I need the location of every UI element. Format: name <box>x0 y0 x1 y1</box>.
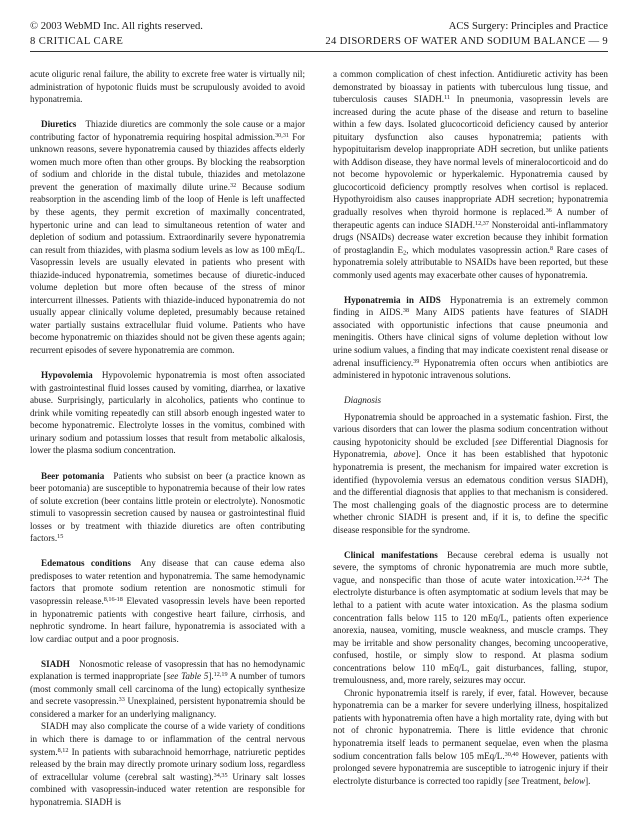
run-in-heading: Hyponatremia in AIDS <box>344 294 441 305</box>
run-in-heading: Hypovolemia <box>41 370 93 381</box>
body-paragraph <box>30 658 305 721</box>
paragraph-text: Thiazide diuretics are commonly the sole cause or a major contributing factor of hyponatremia requiring hospital admission.$^{30,31}$ For unknown reasons, severe hyponatremia caused by thiazides affects elderly women much more often than other groups. By blocking the reabsorption of sodium and chloride in the distal tubule, thiazides and metolazone prevent the generation of maximally dilute urine.$^{32}$ Because sodium reabsorption in the ascending limb of the loop of Henle is left unaffected by these agents, they permit excretion of maximally concentrated, hypertonic urine and can lead to simultaneous retention of water and depletion of sodium and potassium. Extraordinarily severe hyponatremia can result from thiazides, with plasma sodium levels as low as 100 mEq/L. Vasopressin levels are usually elevated in patients who present with thiazide-induced hyponatremia, sometimes because of diuretic-induced volume depletion but more often because of the stress of minor intercurrent illnesses. Patients with thiazide-induced hyponatremia do not usually appear clinically volume depleted, presumably because retained water partially sustains extracellular fluid volume. Patients who have become hyponatremic on thiazides should not be given these agents again; recurrent episodes of severe hyponatremia are common. <box>30 119 305 356</box>
paragraph-text: Nonosmotic release of vasopressin that has no hemodynamic explanation is termed inappropriate [see Table 5].$^{12,19}$ A number of tumors (most commonly small cell carcinoma of the lung) ectopically synthesize and secrete vasopressin.$^{33}$ Unexplained, persistent hyponatremia should be considered a marker for an underlying malignancy. <box>30 658 306 719</box>
body-paragraph <box>30 557 305 645</box>
body-paragraph <box>333 294 608 382</box>
body-paragraph <box>333 411 608 536</box>
paragraph-text: Hypovolemic hyponatremia is most often associated with gastrointestinal fluid losses caused by vomiting, diarrhea, or laxative abuse. Surprisingly, particularly in alcoholics, patients who continue to drink while vomiting repeatedly can still absorb enough ingested water to become hyponatremic. Electrolyte losses in the vomitus, combined with urinary sodium and potassium losses that result from metabolic alkalosis, lower the plasma sodium concentration. <box>30 370 305 456</box>
paragraph-text: SIADH may also complicate the course of a wide variety of conditions in which there is damage to or inflammation of the central nervous system.$^{8,12}$ In patients with subarachnoid hemorrhage, natriuretic peptides released by the brain may directly promote urinary sodium loss, regardless of extracellular volume (cerebral salt wasting).$^{34,35}$ Urinary salt losses combined with vasopressin-induced water retention are responsible for hyponatremia. SIADH is <box>30 721 306 807</box>
paragraph-text: a common complication of chest infection. Antidiuretic activity has been demonstrated by bioassay in patients with tuberculous lung tissue, and tuberculosis causes SIADH.$^{11}$ In pneumonia, vasopressin levels are increased during the acute phase of the disease and return to baseline within a few days. Isolated glucocorticoid deficiency caused by anterior pituitary dysfunction also causes hyponatremia; patients with hypopituitarism develop inappropriate ADH secretion, but unlike patients with Addison disease, they have normal levels of mineralocorticoid and do not become hypovolemic or hyperkalemic. Hyponatremia caused by glucocorticoid deficiency promptly resolves when cortisol is replaced. Hypothyroidism also causes inappropriate ADH secretion; hyponatremia gradually resolves when thyroid hormone is replaced.$^{36}$ A number of therapeutic agents can induce SIADH.$^{12,37}$ Nonsteroidal anti-inflammatory drugs (NSAIDs) decrease water excretion because they inhibit formation of prostaglandin $E_2$, which modulates vasopressin action.$^8$ Rare cases of hyponatremia solely attributable to NSAIDs have been reported, but these commonly used agents may exacerbate other causes of hyponatremia. <box>333 69 609 280</box>
paragraph-text: Hyponatremia should be approached in a systematic fashion. First, the various disorders that can lower the plasma sodium concentration without causing hypotonicity should be excluded [see Differential Diagnosis for Hyponatremia, above]. Once it has been established that hypotonic hyponatremia is present, the mechanism for impaired water excretion is identified (hypovolemia versus an edematous condition versus SIADH), and the differential diagnosis that applies to that mechanism is considered. The most challenging goals of the diagnostic process are to determine whether chronic SIADH is present and, if it is, to define the specific disease responsible for the syndrome. <box>333 411 608 535</box>
copyright-notice: © 2003 WebMD Inc. All rights reserved. <box>30 21 203 32</box>
left-column <box>30 68 305 808</box>
header-rule <box>30 51 608 52</box>
body-paragraph <box>30 470 305 545</box>
section-title: 8 CRITICAL CARE <box>30 36 124 47</box>
chapter-title: 24 DISORDERS OF WATER AND SODIUM BALANCE — 9 <box>325 36 608 47</box>
paragraph-text: Patients who subsist on beer (a practice known as beer potomania) are susceptible to hyponatremia because of their low rates of solute excretion (beer contains little protein or electrolyte). Nonosmotic stimuli to vasopressin secretion caused by nausea or gastrointestinal fluid losses or by treatment with thiazide diuretics are often contributing factors.$^{15}$ <box>30 470 305 544</box>
book-title: ACS Surgery: Principles and Practice <box>448 21 608 32</box>
right-column <box>333 68 608 787</box>
body-paragraph <box>333 68 608 281</box>
run-in-heading: Beer potomania <box>41 470 105 481</box>
paragraph-text: acute oliguric renal failure, the ability to excrete free water is virtually nil; administration of hypotonic fluids must be scrupulously avoided to avoid hyponatremia. <box>30 69 305 105</box>
body-paragraph <box>333 687 608 787</box>
paragraph-text: Any disease that can cause edema also predisposes to water retention and hyponatremia. The same hemodynamic factors that promote sodium retention are nonosmotic stimuli for vasopressin release.$^{8,16-18}$ Elevated vasopressin levels have been reported in hyponatremic patients with congestive heart failure, cirrhosis, and nephrotic syndrome. In heart failure, hyponatremia is associated with a low cardiac output and a poor prognosis. <box>30 558 306 644</box>
body-paragraph <box>30 68 305 106</box>
run-in-heading: SIADH <box>41 658 70 669</box>
paragraph-text: Because cerebral edema is usually not severe, the symptoms of chronic hyponatremia are much more subtle, vague, and nonspecific than those of acute water intoxication.$^{12,24}$ The electrolyte disturbance is often asymptomatic at sodium levels that may be lethal to a patient with acute water intoxication. As the plasma sodium concentration falls below 115 to 120 mEq/L, patients often experience anorexia, nausea, vomiting, muscle weakness, and muscle cramps. They may be irritable and show personality changes, becoming uncooperative, confused, hostile, or simply slow to respond. At plasma sodium concentrations below 110 mEq/L, gait disturbances, falling, stupor, tremulousness, and, more rarely, seizures may occur. <box>333 549 608 686</box>
run-in-heading: Edematous conditions <box>41 558 131 569</box>
body-paragraph <box>30 118 305 356</box>
section-subheading: Diagnosis <box>344 395 382 406</box>
run-in-heading: Diuretics <box>41 119 77 130</box>
body-paragraph <box>333 549 608 687</box>
body-paragraph <box>30 720 305 808</box>
body-paragraph <box>30 369 305 457</box>
run-in-heading: Clinical manifestations <box>344 549 438 560</box>
paragraph-text: Chronic hyponatremia itself is rarely, if ever, fatal. However, because hyponatremia can be a marker for severe underlying illness, hospitalized patients with hyponatremia often have a high mortality rate, dying with but not of chronic hyponatremia. There is little evidence that chronic hyponatremia itself leads to permanent sequelae, even when the plasma sodium concentration falls below 105 mEq/L.$^{30,40}$ However, patients with prolonged severe hyponatremia are susceptible to iatrogenic injury if their electrolyte disturbance is corrected too rapidly [see Treatment, below]. <box>333 687 608 786</box>
paragraph-text: Hyponatremia is an extremely common finding in AIDS.$^{38}$ Many AIDS patients have features of SIADH associated with opportunistic infections that cause pneumonia and meningitis. Others have clinical signs of volume depletion without low urine sodium values, a finding that may indicate coexistent renal disease or adrenal insufficiency.$^{39}$ Hyponatremia often occurs when antibiotics are administered in hypotonic intravenous solutions. <box>333 294 609 381</box>
